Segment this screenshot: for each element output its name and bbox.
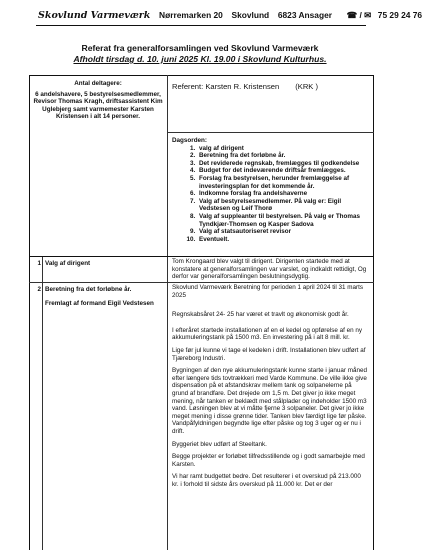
organization-name: Skovlund Varmeværk (38, 10, 151, 21)
referent-initials: (KRK ) (295, 82, 318, 91)
envelope-icon: ✉ (364, 10, 372, 20)
report-paragraph: I efteråret startede installationen af en el kedel og opførelse af en ny akkumuleringstank på 1500 m3. En investering på i alt 8 mill. kr. (172, 326, 363, 342)
agenda-item: 2. Beretning fra det forløbne år. (197, 152, 370, 160)
town: Skovlund (231, 10, 270, 20)
document-subtitle: Afholdt tirsdag d. 10. juni 2025 Kl. 19.00 i Skovlund Kulturhus. (73, 54, 327, 64)
attendees-cell (33, 80, 163, 121)
agenda-item: 4. Budget for det indeværende driftsår fremlægges. (197, 167, 370, 175)
report-paragraph: Begge projekter er forløbet tilfredsstillende og i godt samarbejde med Karsten. (172, 453, 365, 468)
document-title: Referat fra generalforsamlingen ved Skovlund Varmeværk (81, 43, 319, 53)
item-content: Tom Krongaard blev valgt til dirigent. Dirigenten startede med at konstatere at generalforsamlingen var varslet, og indkaldt rettidigt, Og derfor var generalforsamlingen beslutningsdygtig. (172, 258, 367, 281)
report-paragraph: Vi har ramt budgettet bedre. Det resulterer i et overskud på 213.000 kr. i forhold til sidste års overskud på 11.000 kr. Det er der (172, 473, 361, 488)
attendees-heading: Antal deltagere: (74, 80, 122, 87)
item-presenter: Fremlagt af formand Eigil Vedstesen (45, 299, 154, 307)
agenda-heading: Dagsorden: (172, 137, 207, 144)
agenda-item: 9. Valg af statsautoriseret revisor (197, 228, 370, 236)
item-title: Beretning fra det forløbne år. (45, 286, 132, 293)
header-divider (29, 256, 374, 257)
postal-code: 6823 Ansager (277, 10, 333, 20)
agenda-item: 7. Valg af bestyrelsesmedlemmer. På valg er: Eigil Vedstesen og Leif Thorø (197, 198, 370, 213)
item-number: 2 (37, 286, 41, 293)
agenda-item: 1. valg af dirigent (197, 145, 370, 153)
item-content (172, 284, 368, 493)
column-divider (167, 75, 168, 550)
agenda-item: 6. Indkomne forslag fra andelshaverne (197, 190, 370, 198)
letterhead-rule (36, 25, 366, 26)
letterhead (38, 10, 422, 24)
agenda-item: 10. Eventuelt. (197, 236, 370, 244)
phone-icon: ☎ (346, 10, 358, 20)
row-divider (29, 282, 374, 283)
report-paragraph: Bygningen af den nye akkumuleringstank kunne starte i januar måned efter længere tids tovtrækkeri med Varde Kommune. De ville ikke give dispensation på et afstandskrav mellem tank og solpanelerne på grund af brandfare. Det drejede om 1,5 m. Det giver jo ikke meget mening, når tanken er beklædt med stålplader og indeholder 1500 m3 vand. Løsningen blev at vi måtte fjerne 3 solpaneler. Det giver jo ikke meget mening i disse grønne tider. Tanken blev færdigt lige før påske. Vandpåfyldningen begyndte lige efter påske og tog 3 uger og er nu i drift. (172, 367, 367, 435)
phone-number: 75 29 24 76 (377, 10, 422, 20)
report-paragraph: Lige før jul kunne vi tage el kedelen i drift. Installationen blev udført af Tjæreborg Industri. (172, 346, 366, 362)
report-paragraph: Regnskabsåret 24- 25 har været et travlt og økonomisk godt år. (172, 311, 349, 319)
item-label: Valg af dirigent (45, 260, 91, 267)
referent-cell (172, 82, 370, 91)
agenda-item: 5. Forslag fra bestyrelsen, herunder fremlæggelse af investeringsplan for det kommende år. (197, 175, 370, 190)
number-column-divider (42, 256, 43, 550)
referent-divider (167, 132, 374, 133)
agenda-list (172, 145, 370, 244)
item-label (45, 286, 163, 307)
fax-separator: / (359, 10, 362, 20)
referent-label: Referent: Karsten R. Kristensen (172, 82, 280, 91)
item-number: 1 (37, 260, 41, 267)
attendees-text: 6 andelshavere, 5 bestyrelsesmedlemmer, Revisor Thomas Kragh, driftsassistent Kim Uglebjerg samt varmemester Karsten Kristensen i alt 14 personer. (33, 90, 163, 121)
agenda-item: 3. Det reviderede regnskab, fremlægges til godkendelse (197, 160, 370, 168)
agenda-cell (172, 137, 370, 243)
agenda-item: 8. Valg af suppleanter til bestyrelsen. På valg er Thomas Tyndkjær-Thomsen og Kasper Sadova (197, 213, 370, 228)
report-paragraph: Byggeriet blev udført af Steeltank. (172, 440, 267, 448)
street-address: Nørremarken 20 (159, 10, 223, 20)
report-heading: Skovlund Varmeværk Beretning for perioden 1 april 2024 til 31 marts 2025 (172, 284, 363, 299)
